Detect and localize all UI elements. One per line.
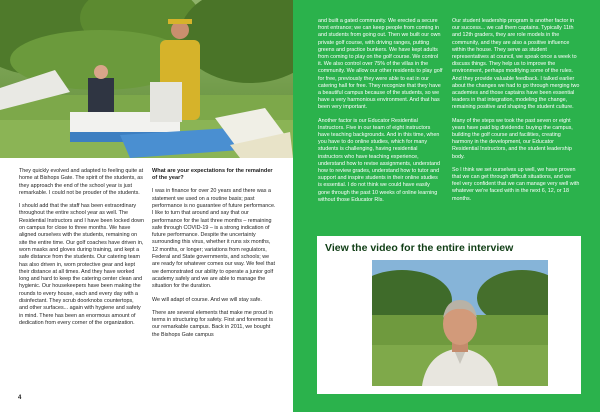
graduation-ceremony-photo	[0, 0, 293, 158]
video-title[interactable]: View the video for the entire interview	[325, 242, 514, 254]
video-thumbnail[interactable]	[372, 260, 548, 386]
video-panel[interactable]	[317, 236, 581, 394]
paragraph: I was in finance for over 20 years and there was a statement we used on a routine basis; past performance is no guarantee of future performance. I like to turn that around and say that our performance for the last three months – remaining safe through COVID-19 – is a strong indication of future performance. Despite the uncertainty surrounding this virus, whether it runs six months, 12 months, or longer; variations from regulators, Federal and State governments, and schools; we are ready for whatever comes our way. We feel that we demonstrated our ability to operate a junior golf academy safely and we are able to manage the situation for the duration.	[152, 188, 276, 290]
paragraph: There are several elements that make me proud in terms in structuring for safety. First and foremost is our remarkable campus. Back in 2011, we bought the Bishops Gate campus	[152, 309, 273, 338]
paragraph: Many of the steps we took the past seven or eight years have paid big dividends: buying the campus, building the golf course and facilities, creating harmony in the development, our Educator Residential Instructors, and the student leadership body.	[452, 117, 573, 160]
left-column-1	[19, 168, 144, 333]
paragraph: I should add that the staff has been extraordinary throughout the entire school year as well. The Residential Instructors and I have been locked down on campus for close to three months. We have aligned ourselves with the students, remaining on site the entire time. Our golf coaches have driven in, worn masks and gloves during training, and kept a safe distance from the students. Our catering team has also driven in, worn protective gear and kept their distance at all times. And they have worked long and hard to keep the catering center clean and hygienic. Our housekeepers have been making the rounds to every house, each and every day with a disinfectant. They scrub doorknobs countertops, and other surfaces... again with hygiene and safety in mind. There has been an enormous amount of dedication from every corner of the organization.	[19, 203, 144, 326]
paragraph: They quickly evolved and adapted to feeling quite at home at Bishops Gate. The spirit of the students, as they approach the end of the school year is just remarkable. I could not be prouder of the students.	[19, 168, 144, 196]
paragraph: We will adapt of course. And we will stay safe.	[152, 296, 262, 303]
left-column-2	[152, 168, 277, 345]
paragraph: and built a gated community. We erected a secure front entrance; we can keep people from coming in and students from going out. Then we built our own private golf course, with driving ranges, putting greens and practice bunkers. We have kept adults from coming to play on the golf course. We control it. We also control over 75% of the villas in the community. We allow our other residents to play golf for free, previously they were able to eat in our catering hall for free. They recognize that they have a beautiful campus because of the students, so we have a very harmonious environment. And that has been very important.	[318, 18, 443, 111]
page-divider-strip	[293, 0, 300, 412]
page-number: 4	[18, 395, 22, 401]
right-column-2	[452, 18, 580, 209]
interview-question: What are your expectations for the remainder of the year?	[152, 168, 273, 182]
paragraph: Our student leadership program is another factor in our success... we call them captains. Typically 11th and 12th graders, they are role models in the community, and they are also a positive influence within the house. They serve as student representatives at council, we speak once a week to discuss things. They help us to improve the environment, perhaps modifying some of the rules. And they provide valuable feedback. I talked earlier about the changes we had to go through merging two academies and those captains have been essential leaders in that integration, modeling the change, remaining positive and shaping the student culture.	[452, 18, 580, 111]
right-column-1	[318, 18, 443, 210]
paragraph: So I think we set ourselves up well, we have proven that we can get through difficult situations, and we feel very confident that we can manage very well with whatever we're faced with in the next 6, 12, or 18 months.	[452, 166, 580, 202]
paragraph: Another factor is our Educator Residential Instructors. Five in our team of eight instructors have teaching backgrounds. And in this time, when you have to do online studies, which for many students is challenging, having residential instructors who have teaching experience, understand how to revise assignments, understand how to review grades, understand how to tutor and support and inspire students in their online studies is essential. I do not think we could have easily gone through the past 10 weeks of online learning without those Educator RIs.	[318, 117, 440, 203]
